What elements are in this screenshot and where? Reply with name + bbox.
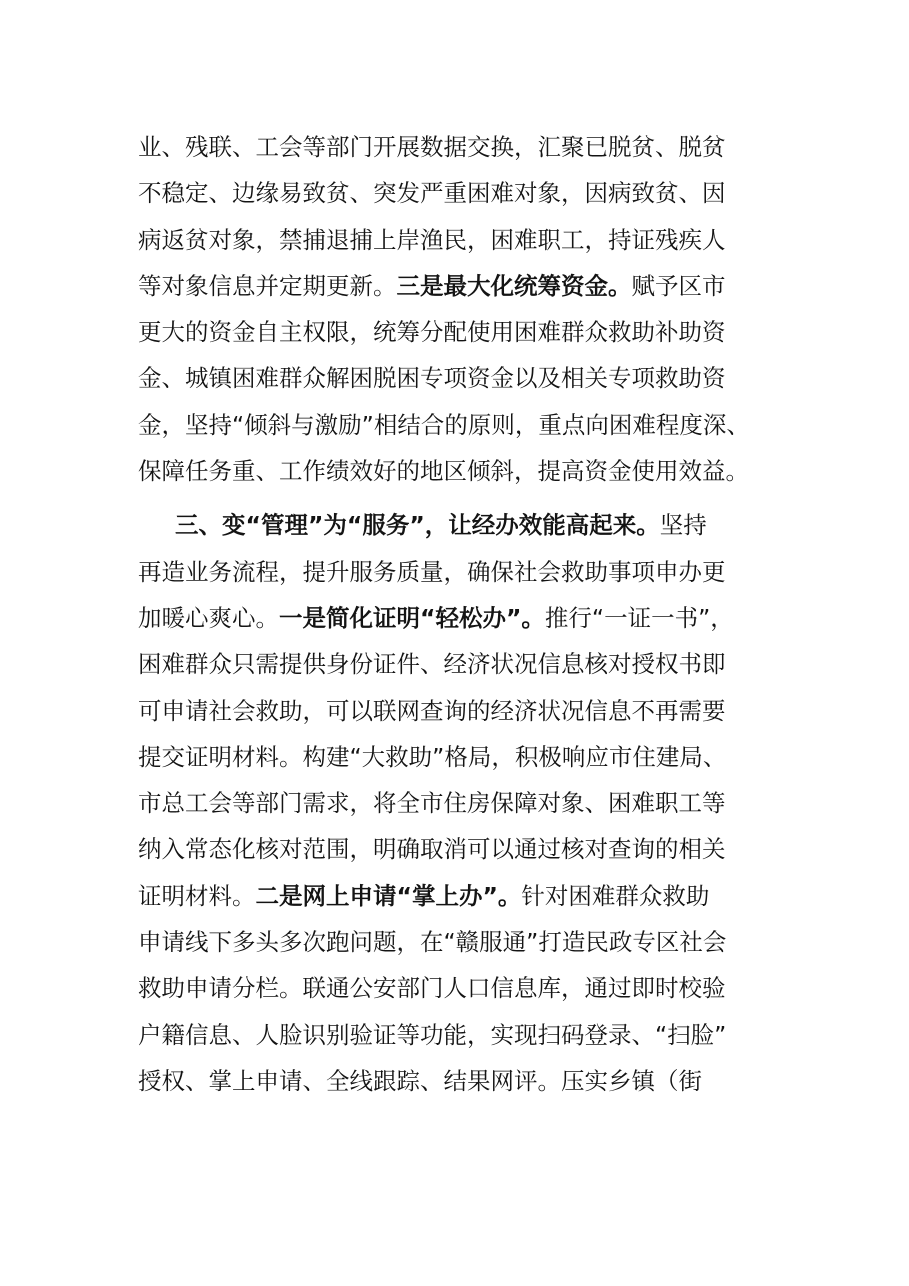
- text-run: 加暖心爽心。: [138, 603, 279, 632]
- text-run: 申请线下多头多次跑问题，在“赣服通”打造民政专区社会: [138, 928, 727, 957]
- text-line: [138, 448, 778, 494]
- bold-heading-run: 一是简化证明“轻松办”。: [279, 603, 545, 632]
- text-run: 业、残联、工会等部门开展数据交换，汇聚已脱贫、脱贫: [138, 133, 726, 161]
- text-line: [138, 826, 778, 872]
- text-run: 提交证明材料。构建“大救助”格局，积极响应市住建局、: [138, 742, 727, 771]
- text-run: 救助申请分栏。联通公安部门人口信息库，通过即时校验: [138, 974, 726, 1003]
- text-line: [138, 780, 778, 826]
- text-run: 纳入常态化核对范围，明确取消可以通过核对查询的相关: [138, 835, 726, 864]
- text-line: [138, 170, 778, 216]
- text-run: 不稳定、边缘易致贫、突发严重困难对象，因病致贫、因: [138, 179, 726, 208]
- text-line: [138, 641, 778, 687]
- bold-heading-run: 三是最大化统筹资金。: [396, 271, 632, 300]
- text-run: 可申请社会救助，可以联网查询的经济状况信息不再需要: [138, 696, 726, 725]
- text-line: [138, 919, 778, 965]
- text-run: 再造业务流程，提升服务质量，确保社会救助事项申办更: [138, 557, 726, 586]
- text-run: 等对象信息并定期更新。: [138, 271, 397, 300]
- text-run: 更大的资金自主权限，统筹分配使用困难群众救助补助资: [138, 318, 726, 347]
- text-run: 推行“一证一书”，: [544, 603, 734, 632]
- text-line: [138, 965, 778, 1011]
- text-line: [138, 124, 778, 170]
- text-run: 授权、掌上申请、全线跟踪、结果网评。压实乡镇（街: [138, 1066, 702, 1095]
- text-run: 针对困难群众救助: [521, 881, 710, 910]
- text-run: 户籍信息、人脸识别验证等功能，实现扫码登录、“扫脸”: [138, 1020, 727, 1049]
- text-line: [138, 688, 778, 734]
- text-line: [138, 549, 778, 595]
- text-line: [138, 595, 778, 641]
- text-line: [138, 309, 778, 355]
- text-line: [138, 873, 778, 919]
- text-run: 病返贫对象，禁捕退捕上岸渔民，困难职工，持证残疾人: [138, 225, 726, 254]
- text-line: [138, 402, 778, 448]
- text-line: [138, 263, 778, 309]
- text-run: 坚持: [659, 511, 707, 540]
- text-run: 证明材料。: [138, 881, 256, 910]
- bold-heading-run: 二是网上申请“掌上办”。: [255, 881, 522, 910]
- text-run: 金、城镇困难群众解困脱困专项资金以及相关专项救助资: [138, 364, 726, 393]
- text-line: [138, 1012, 778, 1058]
- text-line: [138, 217, 778, 263]
- section-heading-line: [138, 502, 778, 548]
- text-run: 困难群众只需提供身份证件、经济状况信息核对授权书即: [138, 650, 726, 679]
- document-body: [138, 124, 778, 1104]
- text-run: 赋予区市: [631, 271, 726, 300]
- section-heading: 三、变“管理”为“服务”，让经办效能高起来。: [175, 511, 660, 540]
- text-run: 金，坚持“倾斜与激励”相结合的原则，重点向困难程度深、: [138, 410, 750, 439]
- text-line: [138, 1058, 778, 1104]
- text-run: 市总工会等部门需求，将全市住房保障对象、困难职工等: [138, 789, 726, 818]
- text-line: [138, 355, 778, 401]
- text-line: [138, 734, 778, 780]
- text-run: 保障任务重、工作绩效好的地区倾斜，提高资金使用效益。: [138, 457, 749, 486]
